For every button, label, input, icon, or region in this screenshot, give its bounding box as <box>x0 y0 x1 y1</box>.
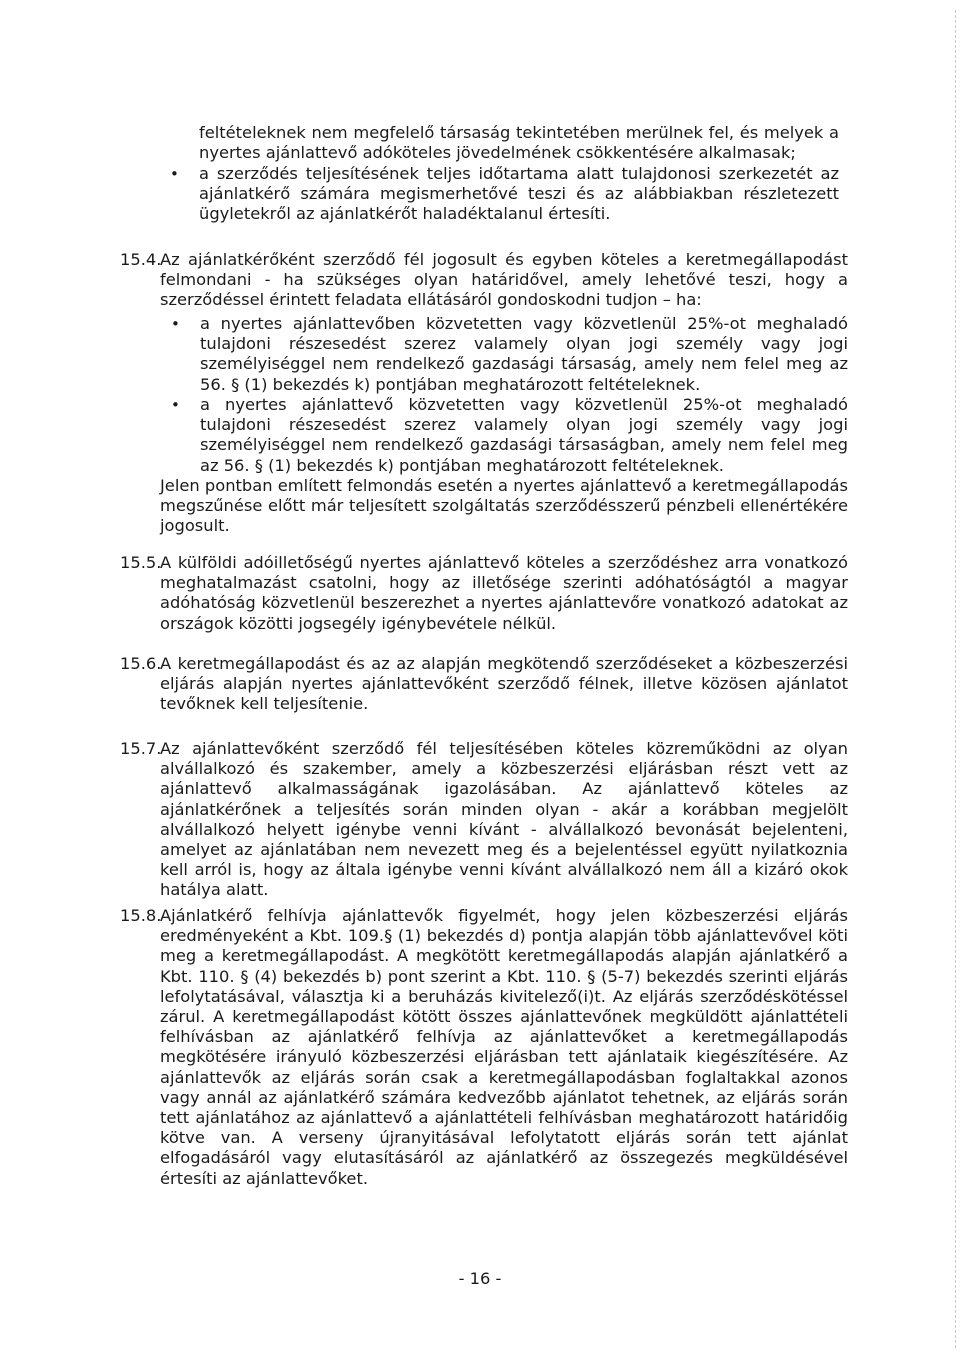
section-text: A keretmegállapodást és az az alapján megkötendő szerződéseket a közbeszerzési eljárás alapján nyertes ajánlattevőként szerződő félnek, illetve közösen ajánlatot tevőknek kell teljesítenie. <box>160 654 848 714</box>
bullet-glyph: • <box>171 315 180 333</box>
intro-continuation: feltételeknek nem megfelelő társaság tekintetében merülnek fel, és melyek a nyertes ajánlattevő adóköteles jövedelmének csökkentésére alkalmasak; <box>199 123 839 163</box>
section-text: A külföldi adóilletőségű nyertes ajánlattevő köteles a szerződéshez arra vonatkozó meghatalmazást csatolni, hogy az illetősége szerinti adóhatóságtól a magyar adóhatóság közvetlenül beszerezhet a nyertes ajánlattevőre vonatkozó adatokat az országok közötti jogsegély igénybevétele nélkül. <box>160 553 848 633</box>
section-number: 15.4. <box>120 250 162 269</box>
bullet-glyph: • <box>171 396 180 414</box>
section-bullet-text: a nyertes ajánlattevőben közvetetten vagy közvetlenül 25%-ot meghaladó tulajdoni részesedést szerez valamely olyan jogi személy vagy jogi személyiséggel nem rendelkező gazdasági társaság, amely nem felel meg az 56. § (1) bekezdés k) pontjában meghatározott feltételeknek. <box>200 314 848 394</box>
section-text: Az ajánlattevőként szerződő fél teljesítésében köteles közreműködni az olyan alvállalkozó és szakember, amely a közbeszerzési eljárásban részt vett az ajánlattevő alkalmasságának igazolásában. Az ajánlattevő köteles az ajánlatkérőnek a teljesítés során minden olyan - akár a korábban megjelölt alvállalkozó helyett igénybe venni kívánt - alvállalkozó bevonását bejelenteni, amelyet az ajánlatában nem nevezett meg és a bejelentéssel együtt nyilatkoznia kell arról is, hogy az általa igénybe venni kívánt alvállalkozó nem áll a kizáró okok hatálya alatt. <box>160 739 848 900</box>
section-number: 15.6. <box>120 654 162 673</box>
section-closing-text: Jelen pontban említett felmondás esetén a nyertes ajánlattevő a keretmegállapodás megszűnése előtt már teljesített szolgáltatás szerződésszerű pénzbeli ellenértékére jogosult. <box>160 476 848 536</box>
section-number: 15.5. <box>120 553 162 572</box>
section-number: 15.7. <box>120 739 162 758</box>
intro-bullet-text: a szerződés teljesítésének teljes időtartama alatt tulajdonosi szerkezetét az ajánlatkérő számára megismerhetővé teszi és az alábbiakban részletezett ügyletekről az ajánlatkérőt haladéktalanul értesíti. <box>199 164 839 224</box>
page-number: - 16 - <box>458 1269 502 1288</box>
bullet-glyph: • <box>170 165 179 183</box>
section-bullet-text: a nyertes ajánlattevő közvetetten vagy közvetlenül 25%-ot meghaladó tulajdoni részesedést szerez valamely olyan jogi személy vagy jogi személyiséggel nem rendelkező gazdasági társaságban, amely nem felel meg az 56. § (1) bekezdés k) pontjában meghatározott feltételeknek. <box>200 395 848 475</box>
section-text: Ajánlatkérő felhívja ajánlattevők figyelmét, hogy jelen közbeszerzési eljárás eredményeként a Kbt. 109.§ (1) bekezdés d) pontja alapján több ajánlattevővel köti meg a keretmegállapodást. A megkötött keretmegállapodás alapján ajánlatkérő a Kbt. 110. § (4) bekezdés b) pont szerint a Kbt. 110. § (5-7) bekezdés szerinti eljárás lefolytatásával, választja ki a beruházás kivitelező(i)t. Az eljárás szerződéskötéssel zárul. A keretmegállapodást kötött összes ajánlattevőnek megküldött ajánlattételi felhívásban az ajánlatkérő felhívja az ajánlattevőket a keretmegállapodás megkötésére irányuló közbeszerzési eljárásban tett ajánlataik kiegészítésére. Az ajánlattevők az eljárás során csak a keretmegállapodásban foglaltakkal azonos vagy annál az ajánlatkérő számára kedvezőbb ajánlatot tehetnek, az eljárás során tett ajánlatához az ajánlattevő a ajánlattételi felhívásban meghatározott határidőig kötve van. A verseny újranyitásával lefolytatott eljárás során tett ajánlat elfogadásáról vagy elutasításáról az ajánlatkérő az összegezés megküldésével értesíti az ajánlattevőket. <box>160 906 848 1188</box>
section-number: 15.8. <box>120 906 162 925</box>
section-text: Az ajánlatkérőként szerződő fél jogosult és egyben köteles a keretmegállapodást felmondani - ha szükséges olyan határidővel, amely lehetővé teszi, hogy a szerződéssel érintett feladata ellátásáról gondoskodni tudjon – ha: <box>160 250 848 310</box>
scan-edge <box>955 10 956 1348</box>
